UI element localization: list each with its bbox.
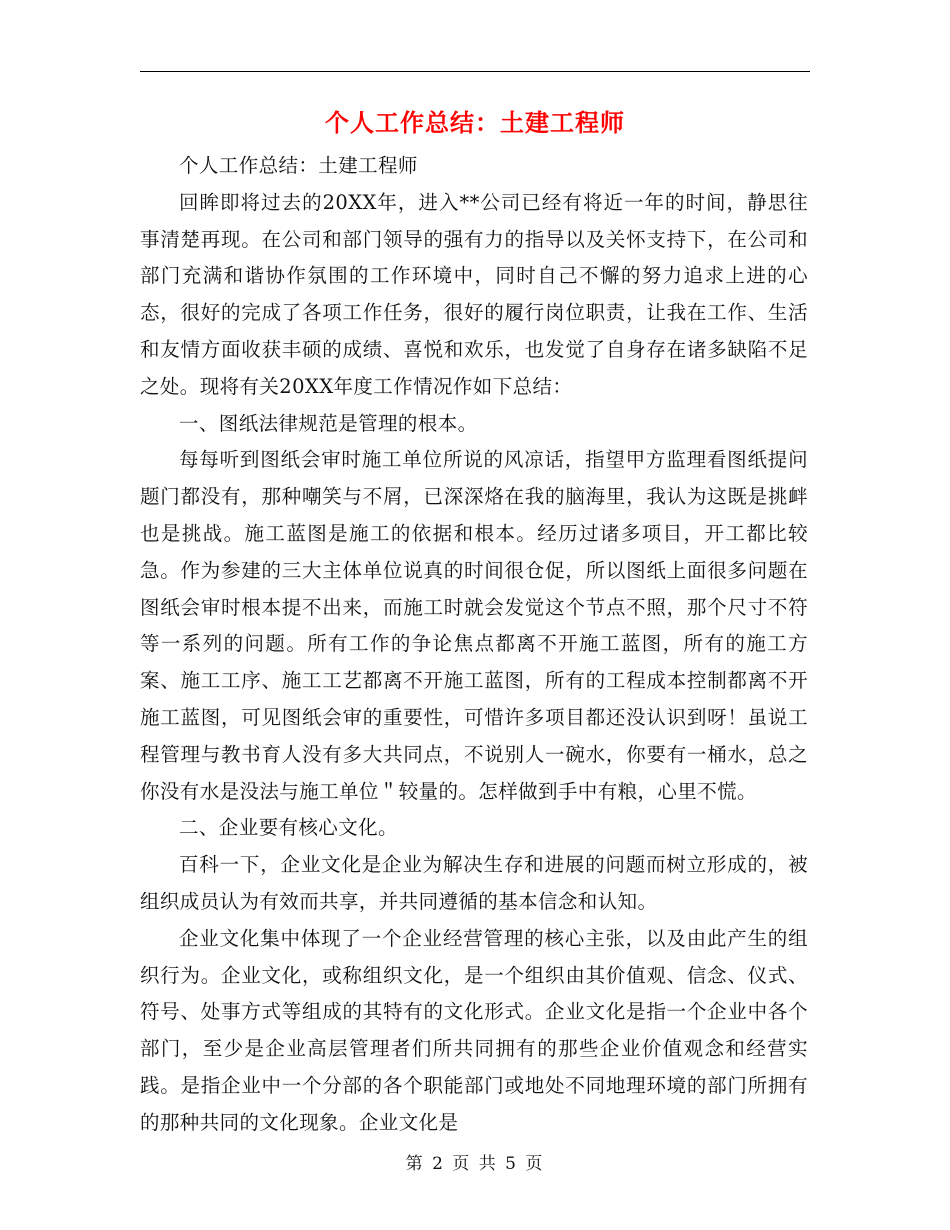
document-body (140, 148, 808, 1142)
page-number-footer: 第 2 页 共 5 页 (405, 1154, 545, 1174)
section-heading-2: 二、企业要有核心文化。 (179, 816, 398, 840)
body-paragraph-section-2a: 百科一下，企业文化是企业为解决生存和进展的问题而树立形成的，被组织成员认为有效而共享，并共同遵循的基本信念和认知。 (140, 853, 808, 913)
body-paragraph-section-1: 每每听到图纸会审时施工单位所说的风凉话，指望甲方监理看图纸提问题门都没有，那种嘲笑与不屑，已深深烙在我的脑海里，我认为这既是挑衅也是挑战。施工蓝图是施工的依据和根本。经历过诸多项目，开工都比较急。作为参建的三大主体单位说真的时间很仓促，所以图纸上面很多问题在图纸会审时根本提不出来，而施工时就会发觉这个节点不照，那个尺寸不符等一系列的问题。所有工作的争论焦点都离不开施工蓝图，所有的施工方案、施工工序、施工工艺都离不开施工蓝图，所有的工程成本控制都离不开施工蓝图，可见图纸会审的重要性，可惜许多项目都还没认识到呀！虽说工程管理与教书育人没有多大共同点，不说别人一碗水，你要有一桶水，总之你没有水是没法与施工单位＂较量的。怎样做到手中有粮，心里不慌。 (140, 448, 808, 803)
body-paragraph-subtitle: 个人工作总结：土建工程师 (179, 154, 418, 177)
document-title: 个人工作总结：土建工程师 (325, 108, 625, 137)
body-paragraph-section-2b: 企业文化集中体现了一个企业经营管理的核心主张，以及由此产生的组织行为。企业文化，或称组织文化，是一个组织由其价值观、信念、仪式、符号、处事方式等组成的其特有的文化形式。企业文化是指一个企业中各个部门，至少是企业高层管理者们所共同拥有的那些企业价值观念和经营实践。是指企业中一个分部的各个职能部门或地处不同地理环境的部门所拥有的那种共同的文化现象。企业文化是 (140, 926, 808, 1134)
body-paragraph-intro: 回眸即将过去的20XX年，进入**公司已经有将近一年的时间，静思往事清楚再现。在公司和部门领导的强有力的指导以及关怀支持下，在公司和部门充满和谐协作氛围的工作环境中，同时自己不懈的努力追求上进的心态，很好的完成了各项工作任务，很好的履行岗位职责，让我在工作、生活和友情方面收获丰硕的成绩、喜悦和欢乐，也发觉了自身存在诸多缺陷不足之处。现将有关20XX年度工作情况作如下总结： (140, 190, 808, 398)
header-rule (140, 71, 810, 72)
section-heading-1: 一、图纸法律规范是管理的根本。 (179, 411, 478, 435)
